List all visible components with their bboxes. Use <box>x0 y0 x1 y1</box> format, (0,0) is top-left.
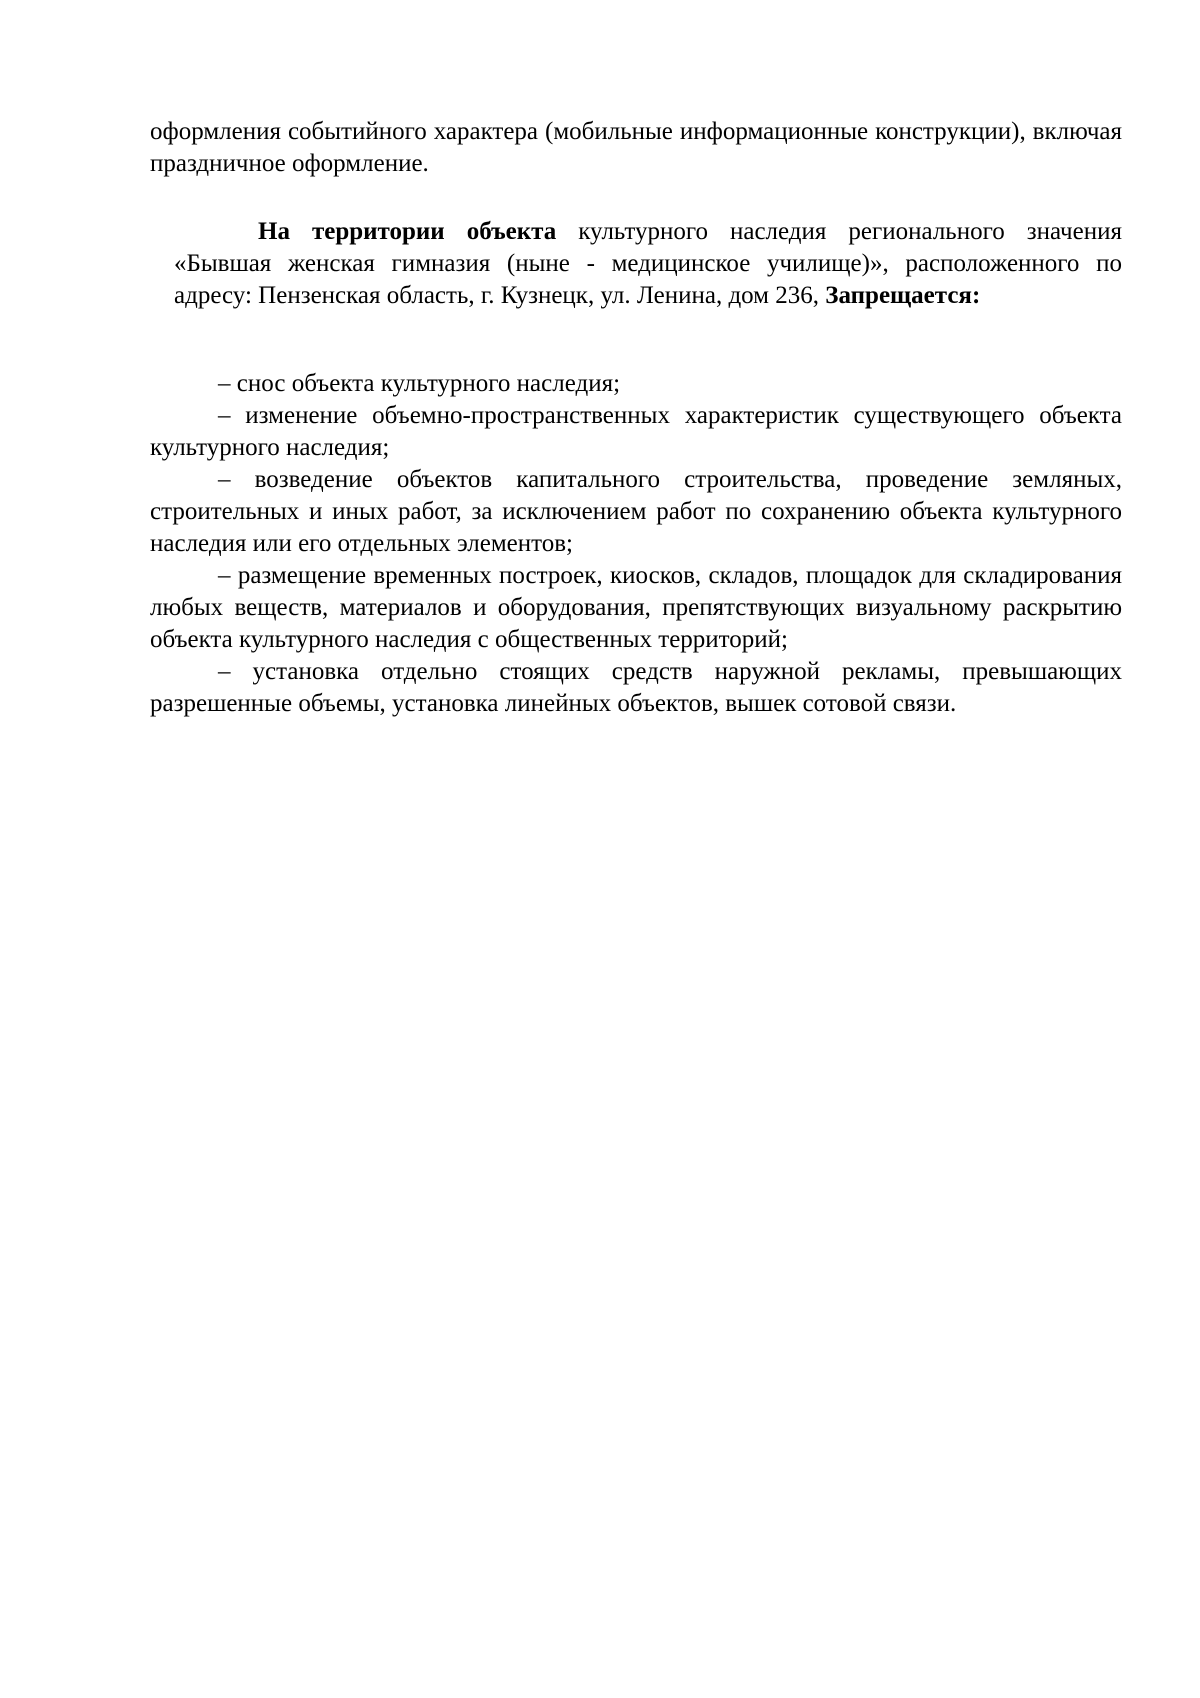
list-item: – установка отдельно стоящих средств наружной рекламы, превышающих разрешенные объемы, установка линейных объектов, вышек сотовой связи. <box>150 658 1122 717</box>
intro-text: культурного наследия регионального значения «Бывшая женская гимназия (ныне - медицинское училище)», расположенного по адресу: Пензенская область, г. Кузнецк, ул. Ленина, дом 236, <box>174 218 1122 309</box>
list-item: – изменение объемно-пространственных характеристик существующего объекта культурного наследия; <box>150 402 1122 461</box>
intro-paragraph <box>174 216 1122 312</box>
prohibitions-list <box>150 368 1122 720</box>
intro-bold-tail: Запрещается: <box>825 282 981 309</box>
continuation-paragraph: оформления событийного характера (мобильные информационные конструкции), включая праздничное оформление. <box>150 118 1122 177</box>
list-item: – снос объекта культурного наследия; <box>218 370 621 397</box>
intro-bold-lead: На территории объекта <box>258 218 557 245</box>
list-item: – размещение временных построек, киосков, складов, площадок для складирования любых веществ, материалов и оборудования, препятствующих визуальному раскрытию объекта культурного наследия с общественных территорий; <box>150 562 1122 653</box>
list-item: – возведение объектов капитального строительства, проведение земляных, строительных и иных работ, за исключением работ по сохранению объекта культурного наследия или его отдельных элементов; <box>150 466 1122 557</box>
